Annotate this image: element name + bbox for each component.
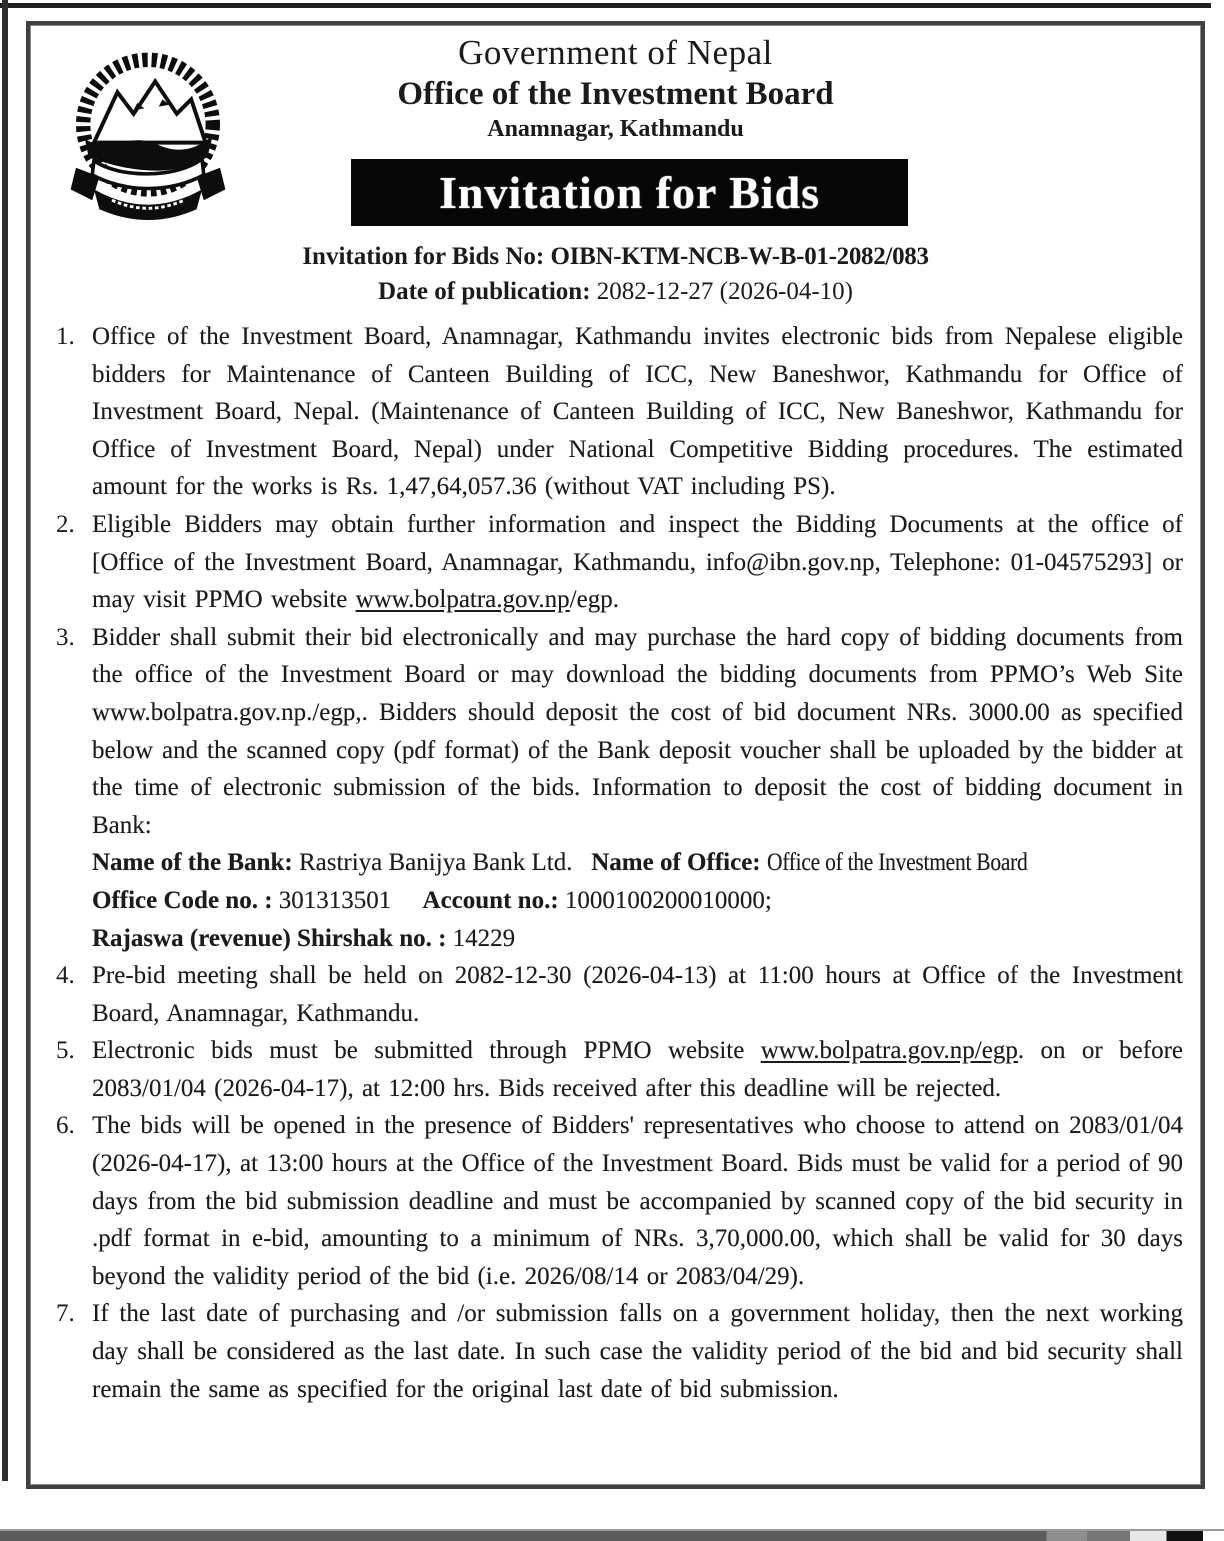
text-segment: Rastriya Banijya Bank Ltd. [298, 849, 592, 877]
item-number: 3. [56, 623, 75, 651]
text-segment: Bidder shall submit their bid electronically and may purchase the hard copy of bidding documents from the office of the Investment Board or may download the bidding documents from PPMO’s Web Site www.bolpatra.gov.np./egp,. Bidders should deposit the cost of bid document NRs. 3000.00 as specified below and the scanned copy (pdf format) of the Bank deposit voucher shall be uploaded by the bidder at the time of electronic submission of the bids. Information to deposit the cost of bidding document in Bank: [92, 623, 1183, 839]
item-paragraph [92, 506, 1183, 619]
nepal-government-emblem-icon [58, 49, 238, 229]
text-segment: 14229 [452, 924, 516, 952]
bid-number-label: Invitation for Bids No: [302, 243, 545, 270]
text-segment: Name of Office: [591, 849, 767, 877]
invitation-banner-title: Invitation for Bids [438, 167, 821, 218]
text-segment: Pre-bid meeting shall be held on 2082-12-30 (2026-04-13) at 11:00 hours at Office of the Investment Board, Anamnagar, Kathmandu. [92, 962, 1183, 1027]
text-segment: /egp. [569, 586, 619, 614]
text-segment: If the last date of purchasing and /or submission falls on a government holiday, then the next working day shall be considered as the last date. In such case the validity period of the bid and bid security shall remain the same as specified for the original last date of bid submission. [92, 1300, 1183, 1403]
bank-detail-line [92, 844, 1183, 882]
item-number: 6. [56, 1112, 75, 1140]
item-paragraph [92, 1107, 1183, 1295]
header-office-title: Office of the Investment Board [397, 76, 834, 112]
top-divider-rule [0, 3, 1211, 8]
bolpatra-url: www.bolpatra.gov.np [355, 586, 570, 614]
item-number: 1. [56, 323, 75, 350]
bolpatra-url: www.bolpatra.gov.np/egp [760, 1037, 1018, 1065]
text-segment: Account no.: [422, 886, 565, 914]
item-text [92, 1032, 1183, 1107]
list-item [56, 1032, 1183, 1107]
item-text [92, 1107, 1183, 1295]
publication-date-label: Date of publication: [378, 278, 591, 305]
text-segment: Office Code no. : [92, 886, 279, 914]
text-segment: Office of the Investment Board [766, 849, 1028, 877]
bank-detail-line [92, 920, 1183, 958]
text-segment: Name of the Bank: [92, 849, 299, 877]
header-address: Anamnagar, Kathmandu [487, 116, 744, 142]
text-segment: 301313501 [278, 886, 423, 914]
text-segment: Rajaswa (revenue) Shirshak no. : [92, 924, 453, 952]
item-text [92, 318, 1183, 506]
item-paragraph [92, 619, 1183, 845]
bottom-scan-strip [0, 1529, 1224, 1541]
item-paragraph [92, 318, 1183, 506]
text-segment: 1000100200010000; [564, 886, 772, 914]
text-segment: The bids will be opened in the presence of Bidders' representatives who choose to attend on 2083/01/04 (2026-04-17), at 13:00 hours at the Office of the Investment Board. Bids must be valid for a period of 90 days from the bid submission deadline and must be accompanied by scanned copy of the bid security in .pdf format in e-bid, amounting to a minimum of NRs. 3,70,000.00, which shall be valid for 30 days beyond the validity period of the bid (i.e. 2026/08/14 or 2083/04/29). [92, 1112, 1183, 1290]
publication-date-value: 2082-12-27 (2026-04-10) [596, 278, 853, 305]
item-number: 7. [56, 1300, 75, 1328]
item-paragraph [92, 957, 1183, 1032]
list-item [56, 1295, 1183, 1408]
text-segment: Electronic bids must be submitted through PPMO website [92, 1037, 761, 1065]
list-item [56, 506, 1183, 619]
item-text [92, 506, 1183, 619]
list-item [56, 318, 1183, 506]
publication-date-line [30, 275, 1201, 309]
list-item [56, 619, 1183, 957]
bid-number-line [30, 240, 1201, 274]
item-paragraph [92, 1032, 1183, 1107]
text-segment: Eligible Bidders may obtain further information and inspect the Bidding Documents at the office of [Office of the Investment Board, Anamnagar, Kathmandu, info@ibn.gov.np, Telephone: 01-04575293] or may visit PPMO website [92, 510, 1183, 614]
item-text [92, 1295, 1183, 1408]
bank-detail-line [92, 882, 1183, 920]
invitation-banner [351, 159, 908, 226]
item-number: 4. [56, 962, 75, 990]
item-number: 2. [56, 510, 75, 538]
left-column-rule [2, 0, 8, 1481]
list-item [56, 1107, 1183, 1295]
item-text [92, 619, 1183, 957]
item-text [92, 957, 1183, 1032]
list-item [56, 957, 1183, 1032]
item-number: 5. [56, 1037, 75, 1065]
text-segment: Office of the Investment Board, Anamnagar, Kathmandu invites electronic bids from Nepalese eligible bidders for Maintenance of Canteen Building of ICC, New Baneshwor, Kathmandu for Office of Investment Board, Nepal. (Maintenance of Canteen Building of ICC, New Baneshwor, Kathmandu for Office of Investment Board, Nepal) under National Competitive Bidding procedures. The estimated amount for the works is Rs. 1,47,64,057.36 (without VAT including PS). [92, 323, 1183, 501]
numbered-clause-list [56, 318, 1183, 1408]
notice-frame [26, 21, 1205, 1489]
item-paragraph [92, 1295, 1183, 1408]
text-segment: . on or before 2083/01/04 (2026-04-17), at 12:00 hrs. Bids received after this deadline will be rejected. [92, 1037, 1184, 1102]
header-government: Government of Nepal [458, 33, 773, 72]
bid-number-value: OIBN-KTM-NCB-W-B-01-2082/083 [550, 243, 929, 270]
